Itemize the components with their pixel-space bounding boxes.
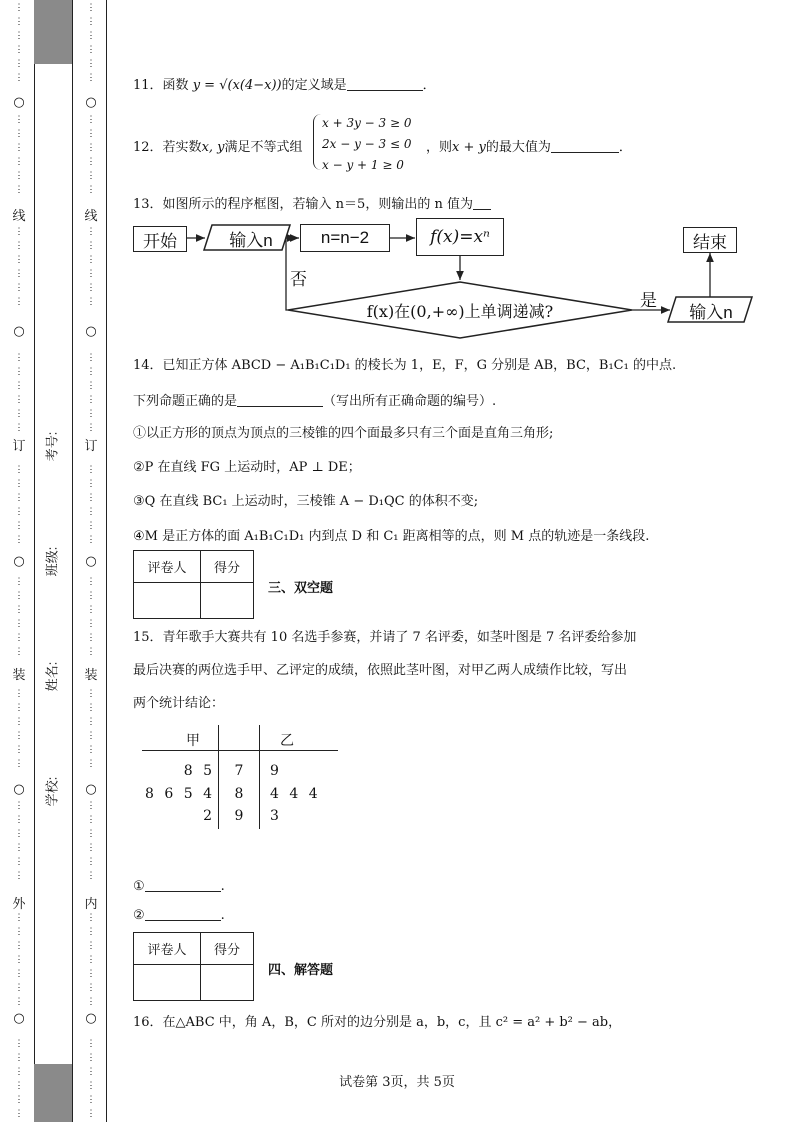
field-exam-number (38, 425, 68, 465)
outer-mark-bind: 装 (12, 668, 26, 683)
field-school (38, 770, 68, 810)
seal-dots: ⋮ (86, 17, 96, 27)
stemleaf-row-1-right: 9 (270, 763, 279, 779)
seal-dots: ⋮ (86, 157, 96, 167)
inner-mark-bind: 装 (84, 668, 98, 683)
seal-dots: ⋮ (14, 269, 24, 279)
seal-dots: ⋮ (14, 591, 24, 601)
seal-dots: ⋮ (86, 619, 96, 629)
seal-dots: ⋮ (86, 815, 96, 825)
q15-answer-2-label: ② (133, 908, 145, 923)
inner-mark-inside: 内 (84, 897, 98, 912)
seal-dots: ⋮ (14, 577, 24, 587)
q12-number: 12． (133, 140, 163, 155)
seal-dots: ⋮ (86, 381, 96, 391)
q14-line2-suffix: （写出所有正确命题的编号）. (323, 394, 497, 409)
q12-end: ． (618, 140, 632, 155)
stemleaf-row-3-right: 3 (270, 808, 279, 824)
q12-prefix: 若实数 (162, 140, 202, 155)
outer-mark-circle: ○ (13, 554, 25, 569)
seal-dots: ⋮ (86, 493, 96, 503)
seal-dots: ⋮ (86, 1039, 96, 1049)
seal-dots: ⋮ (14, 297, 24, 307)
seal-dots: ⋮ (86, 1081, 96, 1091)
seal-dots: ⋮ (86, 969, 96, 979)
seal-dots: ⋮ (86, 843, 96, 853)
q15-line-2: 最后决赛的两位选手甲、乙评定的成绩，依照此茎叶图，对甲乙两人成绩作比较，写出 (133, 663, 628, 678)
seal-dots: ⋮ (86, 535, 96, 545)
q12-after: ，则 (426, 140, 453, 155)
seal-dots: ⋮ (14, 703, 24, 713)
seal-dots: ⋮ (86, 1095, 96, 1105)
seal-dots: ⋮ (86, 129, 96, 139)
seal-dots: ⋮ (14, 745, 24, 755)
score-table-2-score-cell[interactable] (201, 965, 254, 1001)
section-3-title: 三、双空题 (268, 580, 334, 595)
seal-dots: ⋮ (86, 367, 96, 377)
seal-dots: ⋮ (86, 1109, 96, 1119)
q14-item-4: ④M 是正方体的面 A₁B₁C₁D₁ 内到点 D 和 C₁ 距离相等的点，则 M 点的轨迹是一条线段. (133, 529, 650, 544)
inner-mark-circle: ○ (85, 782, 97, 797)
inner-mark-circle: ○ (85, 324, 97, 339)
seal-dots: ⋮ (86, 759, 96, 769)
q11-suffix: 的定义域是 (281, 78, 347, 93)
seal-dots: ⋮ (14, 689, 24, 699)
score-table-1 (133, 550, 254, 619)
stemleaf-row-3-stem: 9 (234, 808, 244, 824)
seal-dots: ⋮ (14, 59, 24, 69)
seal-dots: ⋮ (14, 283, 24, 293)
q12-mid: 满足不等式组 (224, 140, 303, 155)
flow-start: 开始 (133, 226, 187, 252)
outer-mark-circle: ○ (13, 1011, 25, 1026)
seal-dots: ⋮ (86, 171, 96, 181)
seal-dots: ⋮ (14, 619, 24, 629)
score-table-1-reviewer-cell[interactable] (134, 583, 201, 619)
q15-answer-1-blank[interactable] (145, 879, 221, 892)
seal-dots: ⋮ (14, 815, 24, 825)
q12-vars: x, y (201, 140, 225, 155)
seal-dots: ⋮ (86, 717, 96, 727)
seal-dots: ⋮ (86, 227, 96, 237)
stemleaf-right-header: 乙 (280, 732, 294, 748)
outer-mark-circle: ○ (13, 324, 25, 339)
seal-dots: ⋮ (14, 759, 24, 769)
q15-answer-1-label: ① (133, 879, 145, 894)
stemleaf-row-2-right: 4 4 4 (270, 786, 318, 802)
q14-answer-blank[interactable] (237, 394, 323, 407)
q11-function: y = √(x(4−x)) (192, 78, 282, 93)
seal-dots: ⋮ (14, 227, 24, 237)
seal-dots: ⋮ (86, 955, 96, 965)
seal-dots: ⋮ (14, 647, 24, 657)
q13-text: 13．如图所示的程序框图，若输入 n＝5，则输出的 n 值为 (133, 197, 473, 212)
seal-dots: ⋮ (86, 395, 96, 405)
seal-dots: ⋮ (86, 269, 96, 279)
flow-function: f(x)=xⁿ (416, 218, 504, 256)
seal-dots: ⋮ (14, 829, 24, 839)
q12-target: x + y (452, 140, 486, 155)
inner-mark-line: 线 (84, 209, 98, 224)
seal-dots: ⋮ (14, 1053, 24, 1063)
score-table-2-reviewer-cell[interactable] (134, 965, 201, 1001)
q15-answer-2 (133, 908, 225, 923)
seal-dots: ⋮ (86, 647, 96, 657)
seal-dots: ⋮ (14, 31, 24, 41)
seal-dots: ⋮ (86, 297, 96, 307)
flow-no-label: 否 (290, 270, 307, 289)
outer-mark-circle: ○ (13, 782, 25, 797)
seal-dots: ⋮ (86, 353, 96, 363)
score-table-1-score-cell[interactable] (201, 583, 254, 619)
seal-dots: ⋮ (86, 983, 96, 993)
q14-item-2: ②P 在直线 FG 上运动时，AP ⊥ DE； (133, 460, 361, 475)
stemleaf-divider-right (259, 725, 260, 829)
q15-answer-2-end: . (220, 908, 225, 923)
q15-line-3: 两个统计结论： (133, 696, 225, 711)
outer-mark-circle: ○ (13, 95, 25, 110)
seal-dots: ⋮ (86, 605, 96, 615)
seal-dots: ⋮ (14, 801, 24, 811)
seal-dots: ⋮ (86, 115, 96, 125)
seal-dots: ⋮ (86, 941, 96, 951)
seal-dots: ⋮ (14, 633, 24, 643)
seal-dots: ⋮ (14, 423, 24, 433)
seal-dots: ⋮ (14, 969, 24, 979)
q14-line2 (133, 390, 496, 409)
seal-dots: ⋮ (86, 409, 96, 419)
field-name (38, 655, 68, 695)
seal-dots: ⋮ (86, 913, 96, 923)
q15-answer-2-blank[interactable] (145, 908, 221, 921)
score-table-1-reviewer: 评卷人 (134, 551, 201, 583)
seal-dots: ⋮ (14, 507, 24, 517)
seal-dots: ⋮ (14, 73, 24, 83)
seal-dots: ⋮ (86, 745, 96, 755)
seal-dots: ⋮ (86, 31, 96, 41)
seal-dots: ⋮ (86, 143, 96, 153)
q15-answer-1 (133, 879, 225, 894)
stemleaf-row-3-left: 2 (203, 808, 212, 824)
q12-ineq-3: x − y + 1 ≥ 0 (322, 158, 404, 172)
seal-dots: ⋮ (86, 997, 96, 1007)
outer-mark-outside: 外 (12, 897, 26, 912)
seal-dots: ⋮ (86, 73, 96, 83)
field-name-label: 姓名: (44, 661, 60, 692)
q13-flowchart (0, 0, 794, 340)
outer-mark-order: 订 (12, 439, 26, 454)
field-school-label: 学校: (44, 776, 60, 807)
field-class-label: 班级: (44, 546, 60, 577)
section-4-title: 四、解答题 (268, 962, 334, 977)
inner-mark-circle: ○ (85, 554, 97, 569)
stemleaf-header-line (142, 750, 338, 751)
seal-dots: ⋮ (86, 591, 96, 601)
seal-dots: ⋮ (86, 689, 96, 699)
flow-end: 结束 (683, 227, 737, 253)
seal-dots: ⋮ (14, 605, 24, 615)
q14-item-3: ③Q 在直线 BC₁ 上运动时，三棱锥 A − D₁QC 的体积不变; (133, 494, 479, 509)
seal-dots: ⋮ (14, 381, 24, 391)
seal-dots: ⋮ (14, 1095, 24, 1105)
seal-dots: ⋮ (14, 521, 24, 531)
field-exam-number-label: 考号: (44, 431, 60, 462)
seal-dots: ⋮ (14, 927, 24, 937)
seal-dots: ⋮ (86, 479, 96, 489)
seal-dots: ⋮ (14, 129, 24, 139)
score-table-1-score: 得分 (201, 551, 254, 583)
seal-dots: ⋮ (86, 255, 96, 265)
page-footer: 试卷第 3页，共 5页 (339, 1075, 455, 1090)
field-class (38, 540, 68, 580)
stemleaf-left-header: 甲 (186, 732, 200, 748)
seal-dots: ⋮ (86, 1053, 96, 1063)
stemleaf-row-1-stem: 7 (234, 763, 244, 779)
q15-answer-1-end: . (220, 879, 225, 894)
seal-dots: ⋮ (14, 241, 24, 251)
seal-dots: ⋮ (14, 1109, 24, 1119)
seal-dots: ⋮ (14, 997, 24, 1007)
score-table-2-score: 得分 (201, 933, 254, 965)
seal-dots: ⋮ (14, 367, 24, 377)
seal-dots: ⋮ (86, 3, 96, 13)
seal-dots: ⋮ (86, 241, 96, 251)
q12-ineq-2: 2x − y − 3 ≤ 0 (322, 137, 412, 151)
q12-tail-text: 的最大值为 (485, 140, 551, 155)
q14-line2-prefix: 下列命题正确的是 (133, 394, 238, 409)
seal-dots: ⋮ (14, 535, 24, 545)
seal-dots: ⋮ (14, 17, 24, 27)
score-table-2 (133, 932, 254, 1001)
q11-prefix: 函数 (162, 78, 189, 93)
seal-dots: ⋮ (14, 157, 24, 167)
seal-dots: ⋮ (86, 465, 96, 475)
question-16: 16．在△ABC 中，角 A，B，C 所对的边分别是 a，b，c，且 c² = a² + b² − ab， (133, 1015, 622, 1030)
inner-mark-circle: ○ (85, 1011, 97, 1026)
stemleaf-row-2-left: 8 6 5 4 (145, 786, 212, 802)
inner-mark-order: 订 (84, 439, 98, 454)
seal-dots: ⋮ (86, 703, 96, 713)
q11-number: 11． (133, 78, 163, 93)
seal-dots: ⋮ (86, 1067, 96, 1077)
seal-dots: ⋮ (14, 409, 24, 419)
seal-dots: ⋮ (86, 521, 96, 531)
seal-dots: ⋮ (14, 493, 24, 503)
seal-dots: ⋮ (14, 955, 24, 965)
flow-yes-label: 是 (640, 291, 657, 310)
seal-dots: ⋮ (14, 45, 24, 55)
seal-dots: ⋮ (86, 185, 96, 195)
seal-dots: ⋮ (14, 871, 24, 881)
seal-dots: ⋮ (14, 983, 24, 993)
seal-dots: ⋮ (14, 1067, 24, 1077)
seal-dots: ⋮ (14, 1081, 24, 1091)
flow-input-2: 输入n (689, 302, 733, 322)
seal-dots: ⋮ (14, 731, 24, 741)
seal-dots: ⋮ (14, 255, 24, 265)
seal-dots: ⋮ (14, 353, 24, 363)
seal-dots: ⋮ (14, 395, 24, 405)
seal-dots: ⋮ (86, 423, 96, 433)
stemleaf-row-1-left: 8 5 (183, 763, 212, 779)
flow-decision: f(x)在(0,+∞)上单调递减? (366, 301, 554, 321)
seal-dots: ⋮ (14, 843, 24, 853)
seal-dots: ⋮ (14, 479, 24, 489)
seal-dots: ⋮ (14, 171, 24, 181)
inner-mark-circle: ○ (85, 95, 97, 110)
seal-dots: ⋮ (14, 717, 24, 727)
q14-item-1: ①以正方形的顶点为顶点的三棱锥的四个面最多只有三个面是直角三角形; (133, 426, 554, 441)
seal-dots: ⋮ (14, 143, 24, 153)
seal-dots: ⋮ (86, 577, 96, 587)
outer-mark-line: 线 (12, 209, 26, 224)
q14-line1: 14．已知正方体 ABCD − A₁B₁C₁D₁ 的棱长为 1，E，F，G 分别是 AB，BC，B₁C₁ 的中点. (133, 358, 677, 373)
seal-dots: ⋮ (86, 45, 96, 55)
seal-dots: ⋮ (14, 115, 24, 125)
seal-dots: ⋮ (14, 185, 24, 195)
seal-dots: ⋮ (86, 829, 96, 839)
seal-dots: ⋮ (14, 857, 24, 867)
seal-dots: ⋮ (86, 857, 96, 867)
seal-dots: ⋮ (86, 871, 96, 881)
seal-dots: ⋮ (86, 59, 96, 69)
seal-dots: ⋮ (14, 465, 24, 475)
q15-line-1: 15．青年歌手大赛共有 10 名选手参赛，并请了 7 名评委，如茎叶图是 7 名评委给参加 (133, 630, 637, 645)
seal-dots: ⋮ (14, 941, 24, 951)
flow-assign: n=n−2 (300, 224, 390, 252)
seal-dots: ⋮ (86, 731, 96, 741)
q11-end: ． (422, 78, 436, 93)
seal-dots: ⋮ (86, 507, 96, 517)
seal-dots: ⋮ (14, 913, 24, 923)
seal-dots: ⋮ (86, 633, 96, 643)
flow-input-1: 输入n (229, 230, 273, 250)
stemleaf-row-2-stem: 8 (234, 786, 244, 802)
seal-dots: ⋮ (14, 3, 24, 13)
seal-dots: ⋮ (86, 927, 96, 937)
q12-ineq-1: x + 3y − 3 ≥ 0 (322, 116, 412, 130)
seal-dots: ⋮ (14, 1039, 24, 1049)
seal-dots: ⋮ (86, 283, 96, 293)
seal-dots: ⋮ (86, 801, 96, 811)
score-table-2-reviewer: 评卷人 (134, 933, 201, 965)
